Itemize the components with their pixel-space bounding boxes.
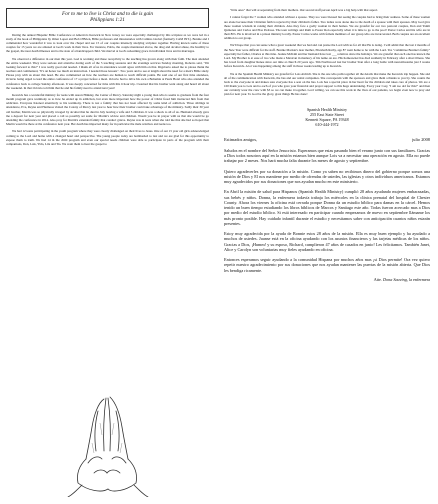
ministry-name: Spanish Health Ministry xyxy=(306,106,348,112)
right-paragraph: "little ones" that will at separating from their mothers. Our second staff person April was a big help with that aspect. xyxy=(230,8,379,12)
banner-reference: Philippians 1:21 xyxy=(90,17,125,24)
signature-title: la enfermera xyxy=(408,276,430,282)
right-column xyxy=(224,8,430,282)
praying-hands-drawing xyxy=(58,393,158,497)
left-paragraph: We observed a difference in our men this year. God is working and these receptivity to the teaching has grown along with their faith. The men attended the entire weekend. They were serious and attentive during each of the 5 teaching sessions and the evenings services Sunday morning, Roberto said, "I'm looking forward to this!" I was really good and needed. I thank all of us in attendance would agree with him on that. Rigoberto asked me to please thank the teachers and commented, "It's an honor too much an instruction. I needed those lessons". Two years and to see at length about the need for a men's Bible study. Please pray with us about this need. He also commented on how the teachers are human to teach difficult points. He said one of our first time attendees, Octavio being urged to lead the entire conference of 17 a prayer before a meal. Octavio had to drive his own a Bohemia at Pauls Hotel who also attended the conference back to college Sunday afternoon. It was deeply concerned for time with this 6 hour trip. I learned that his brother went along and heard all about the weekend. In that Octavio told him that he and his family need to attend next year! xyxy=(6,56,209,90)
right-paragraph: We at the Spanish Health Ministry are grateful for Lois Aldrich. She is the one who pulls together all the details that make the Keswick trip happen. She and all of the communication with Keswick, the bus and our rental companies. She corresponds with the sponsors and gives them a thanks to you by. She counts the beds to the everyone in and makes sure everyone has a seat on the bus. Lois has a special place in her heart for the children and takes care of photos. We are a 100 thank you to Lois and to each of you who gave your financial and prayer support to this huge undertaking. Every year I say, "I am too old for this!" and then our certainly wear the crew with $3 so we can make it together. Lord willing, we can see this work in the lives of our patients, we begin even now to pray and plan for next year. To God be the glory, great things He has done! xyxy=(224,71,430,97)
scripture-banner xyxy=(6,8,209,28)
spanish-paragraph: En Abril la misión de salud para Hispanos (Spanish Health Ministry) cumplió 28 años ayudando mujeres embarazadas, sus bebés y niños. Donna, la enfermera todavía trabaja los miércoles en la clínica prenatal del hospital de Chester County. Ahora los viernes la oficina está cerrada porque Donna da un estudio bíblico para damas en la cárcel. Hemos tenido un buen tiempo estudiando los libros bíblicos de Marcos y Santiago este año. Todas fueron acercado mas a Dios por medio del estudio bíblico. Si está interesado en participar cuando empezamos de nuevo en septiembre llámame los más pronto posible. Hay cuidado infantil durante el estudio y necesitamos saber con anticipación cuantos niños estarán presentes. xyxy=(224,189,430,226)
phone-number: 610-444-1972 xyxy=(315,122,339,128)
greeting-line xyxy=(224,138,430,142)
city-state-zip: Kennett Square, PA 19348 xyxy=(305,117,349,123)
left-column xyxy=(6,8,209,149)
street-address: 255 East State Street xyxy=(310,111,344,117)
letter-date: julio 2008 xyxy=(412,136,430,142)
left-paragraph: During the annual Hispanic Bible Conference at America's Keswick in New Jersey we were especially challenged by this scripture as we were led in a study of the book of Philippians by Omar Lopez and Bob O'Brien, Bible professors and missionaries with Camino Global (formerly CAM INT.). Bonnie and I commended how wonderful it was to look over the chapel and see 15 of our couples intensely studying scripture together. Having known some of these couples for 15 years we are amazed at God's work in their lives. For instance, Pablo, the couple mentioned above, the drug and alcohol abuse, the hostility to the gospel, the near death illnesses and to the state of a handicapped child. We marvel at God's redeeming grace in individual lives and in marriages. xyxy=(6,32,209,54)
right-paragraph: We'll hope that you can sense what a great weekend that we had and can praise the Lord with us for all that He is doing. I will admit that the last 2 months of the New Year were difficult for the staff. Bonnie Mackie's dear mother, Elizabeth Rarby, age 87 went home to be with the Lord. Yes "committee Bonnie's family" especially her father, Charles at this time. Jeanne McKim and her husband have lost ___ relatives since the holidays. We are grateful that each one has known the Lord. My Brother is at ease of two who made a Mexican in memory of his name on are. His homeowner has died suddenly in February after a short illness. She has loved from daughter Renee since our time at church 20 years ago. Tim Northwood lost her brother Stan after a long battle with neuroblastoma just 3 weeks before Keswick. A lot was happening among the staff in those weeks leading up to Keswick. xyxy=(224,43,430,69)
ministry-address-block xyxy=(224,107,430,128)
banner-verse: For to me to live is Christ and to die is gain xyxy=(62,11,153,17)
closing-prefix: Atte. xyxy=(373,276,382,282)
spanish-paragraph: Entonces esperamos seguir ayudando a la comunidad Hispana por muchos años mas ¡si Dios permite! Ora vez quiero repetir nuestro agradecimiento por sus donaciones que nos ayudan mantener las puertas de la misión abierta. Que Dios les bendiga ricamente. xyxy=(224,257,430,273)
left-paragraph: We had 12 teens participating in the youth program where they were clearly challenged on their lives to Jesus. One of our 15 year old girls acknowledged coming to the Lord and home with a changed heart and perspective. The young people today are bombarded to last and we are glad for this opportunity to expose them to truth. We had 14 in the child program and even our special needs children were able to participate in parts of the program with their companions, Don, Luis, Ylda, Lila and Tia. We want them to hear the gospel to xyxy=(6,129,209,146)
signature-line xyxy=(224,278,430,282)
spanish-paragraph: Estoy muy agradecida por la ayuda de Bonnie estos 28 años de la misión. Ella es muy buen ejemplo y ha ayudado a muchos de ustedes. Juanse está en la oficina ayudando con los asuntos financieros y las tarjetas médicas de los niños. Gracias a Dios, ¡Humm! y su esposo, Richard, cumplieron 47 años de casados en junio! Les felicitamos. También Janet, Alice y Carolyn son voluntarias muy fieles ayudando en oficina. xyxy=(224,231,430,252)
left-paragraph: Keswick has a wonderful ministry for teens with Aaron Hinkley, the Center of Mercy. Saturday night a young man who is seems to graduate from the four month program gave testimony as to how he ended up in addiction, but even more important how the power of Christ freed him instructed him from that addiction. Everyone listened attentively to his testimony. There is not a family that has not been affected by some kind of addiction. Three siblings in attendance, Eva, Reyna and Hermosa visited the Colony of Mercy last year to hear how their brother could take advantage of the ministry. Sadly their 30 year old brother, Martin was so physically ravaged by alcohol that he died in July leaving a wife and 5 children. It was a shock to all of us. Husband already gave me a deposit for next year and placed a call so possibly set aside for Martin's widow and children. Would you be in prayer with us that she would be go attending the conference in 2014. Also pray for Martin's extended family that conduct grieve. Reyna was in tears when she told me that she had so hoped that Martin would be there at the conference next year. Her death has impacted many for in particular the male relatives and teens too. xyxy=(6,93,209,127)
right-paragraph: I cannot forget the 7 women who attended without a spouse. They too were blessed but seeing the couples had to bring their sadness. Some of these women are alone because their Christian faith is rejected by their children's father. Two ladies were alone due to the death of a spouse with their spouses. May God give these women wisdom in raising their children. Also they face a godly woman in their homes. We are grateful for our two pastoral couples, Don and Yanili Quinones and Carlos and Elsa Pedrosa. The teen writings and Ruth to Pastor Ron especially when it is time to go to the pool! Pastor Carlos and his wife are in their 80's. He is involved in a prison ministry locally. Pastor Carlos works with female members of our group who are incarcerated. Both couples are an excellent addition to our group. xyxy=(224,15,430,41)
greeting: Estimados amigos, xyxy=(224,136,258,142)
spanish-paragraph: Saludos en el nombre del Señor Jesucristo. Esperamos que estas pasando bien el verano junto con sus familiares. Gracias a Dios todos nosotros aquí en la misión estamos bien aunque Lois va a necesitar una operación en agosto. Ella no puede trabajar por 2 meses. Nos hará mucha falta durante los meses de agosto y septiembre. xyxy=(224,147,430,164)
spanish-paragraph: Quiero agradecerles por su donación a la misión. Como ya saben no recibimos dinero del gobierno porque somos una misión de Dios y El nos mantiene por medio de ofrendas de ustedes, las iglesias y otros individuos americanos. Estamos muy agradecidos por sus donaciones que nos ayudan mucho en este ministerio. xyxy=(224,168,430,185)
spanish-letter-body xyxy=(224,148,430,273)
signature-name: Dona Sauving, xyxy=(383,276,408,282)
